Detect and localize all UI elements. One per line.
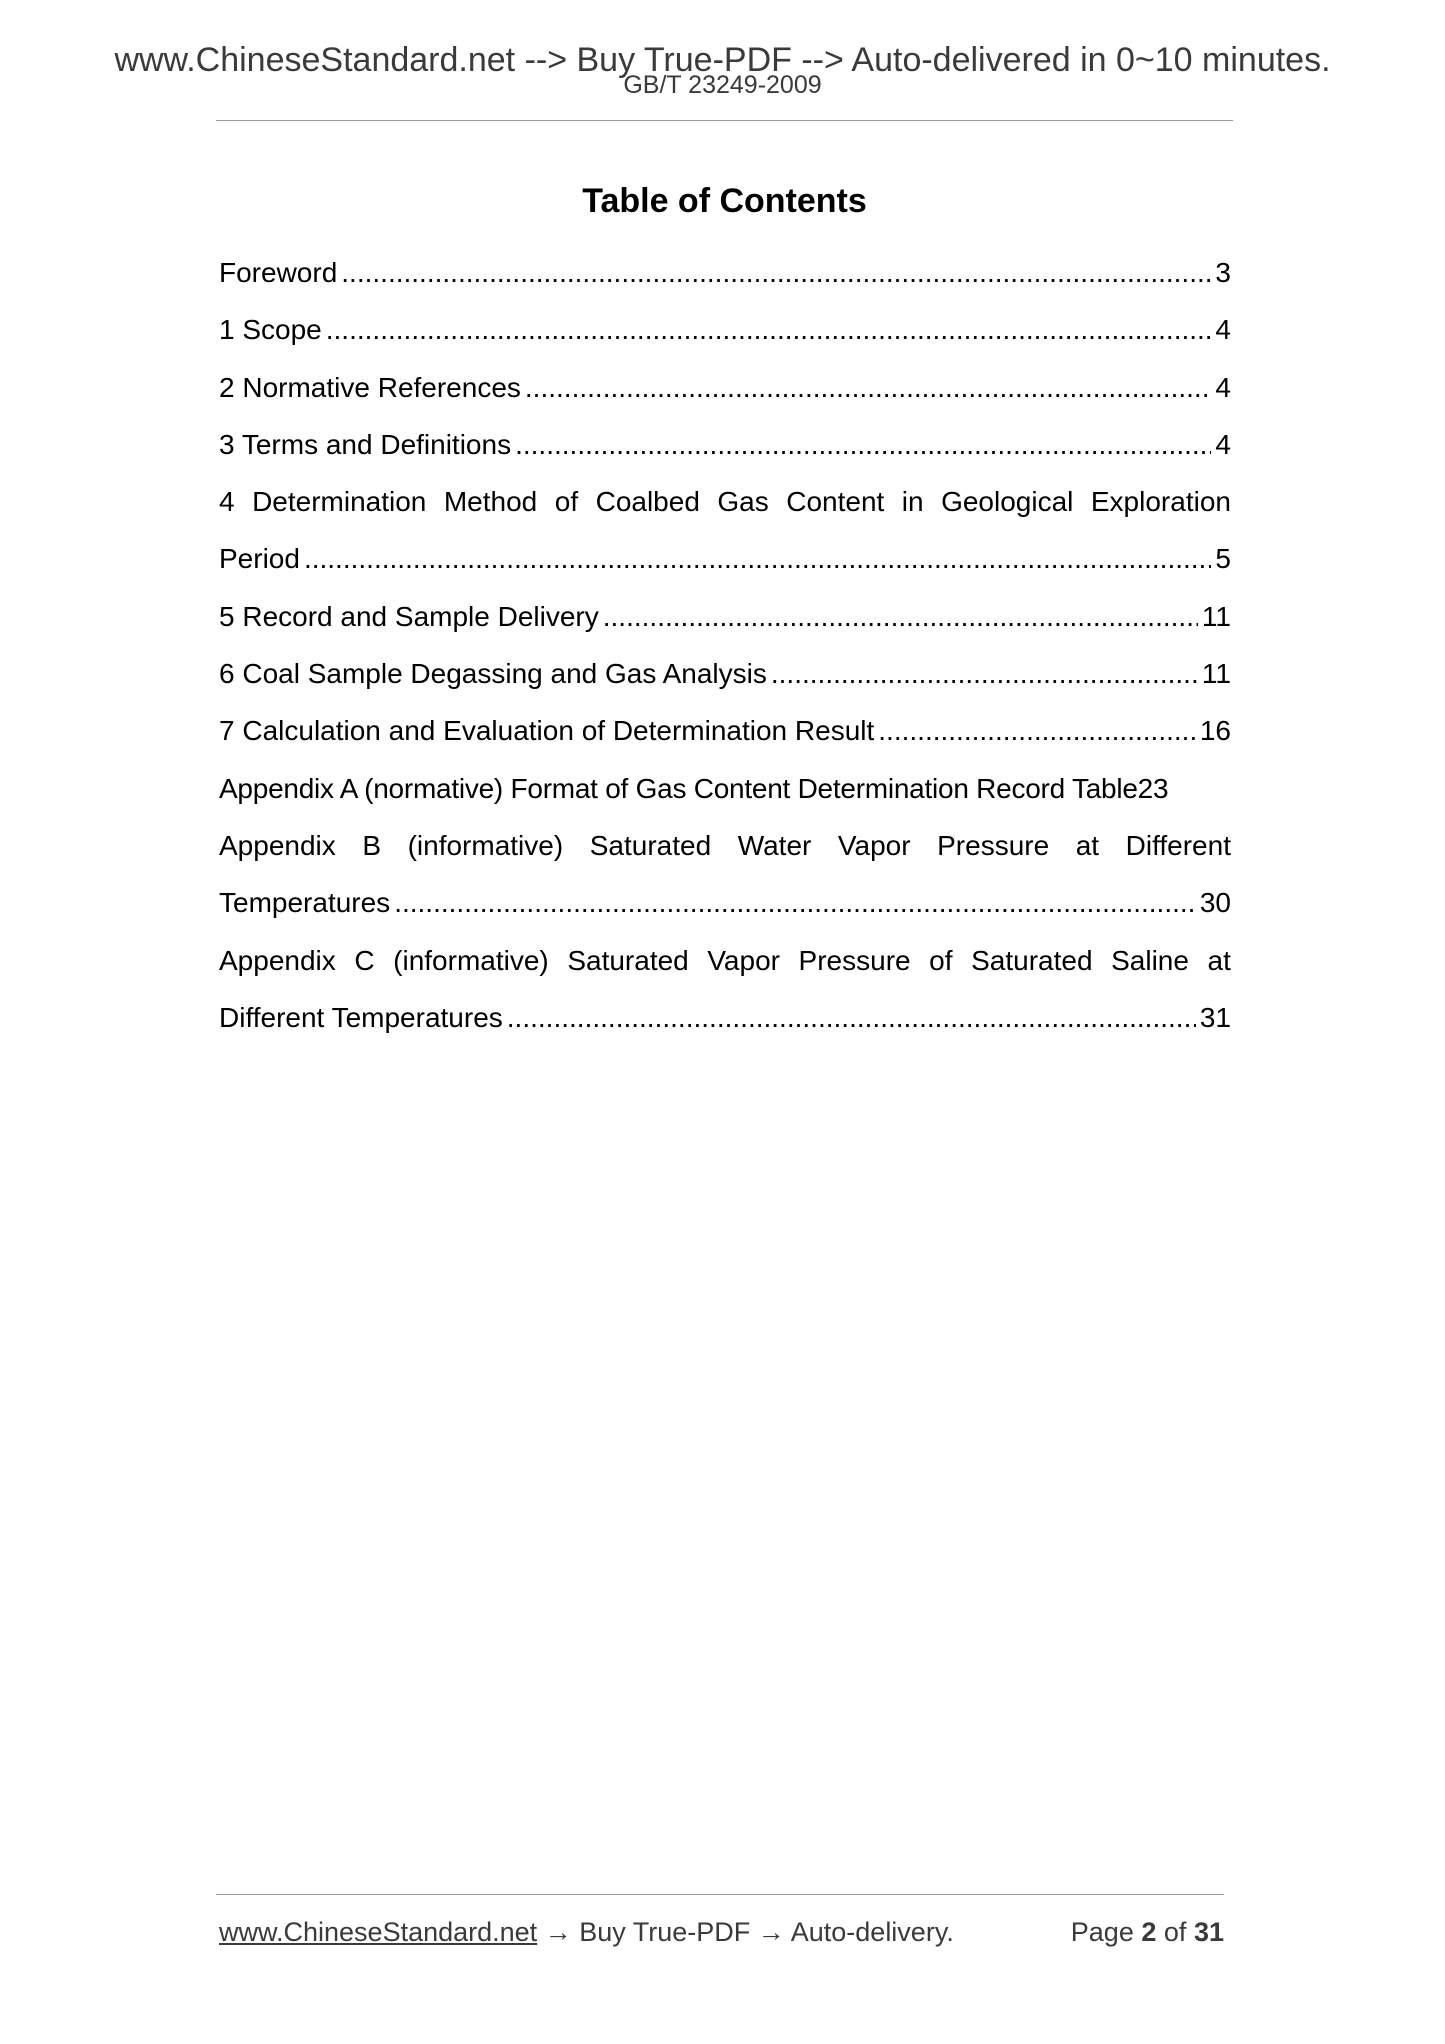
toc-word: Content (786, 486, 885, 518)
toc-word: Vapor (837, 829, 911, 861)
toc-entry-degassing-gas-analysis[interactable] (219, 645, 1231, 702)
toc-entry-label: 2 Normative References (219, 371, 521, 403)
toc-entry-appendix-a[interactable] (219, 760, 1231, 817)
toc-leader-dots (394, 874, 1196, 931)
toc-entry-label-line2 (219, 874, 1231, 931)
toc-entry-terms-definitions[interactable] (219, 416, 1231, 473)
header-divider (216, 120, 1233, 121)
toc-leader-dots (525, 359, 1212, 416)
page-word: Page (1070, 1917, 1134, 1947)
toc-entry-label: Temperatures (219, 887, 391, 919)
toc-word: Saturated (589, 829, 712, 861)
toc-entry-label: Period (219, 543, 300, 575)
toc-word: C (354, 944, 375, 976)
toc-title: Table of Contents (582, 182, 867, 220)
toc-word: B (362, 829, 382, 861)
toc-word: Gas (717, 486, 769, 518)
toc-leader-dots (771, 645, 1198, 702)
toc-entry-appendix-c[interactable] (219, 932, 1231, 1047)
page-indicator (1071, 1912, 1224, 1952)
toc-word: Exploration (1090, 486, 1231, 518)
toc-page-number: 4 (1215, 371, 1231, 403)
toc-word: Determination (252, 486, 427, 518)
toc-entry-label: Different Temperatures (219, 1001, 503, 1033)
toc-word: (informative) (407, 829, 564, 861)
toc-entry-record-sample-delivery[interactable] (219, 588, 1231, 645)
toc-word: Pressure (937, 829, 1050, 861)
toc-page-number: 23 (1137, 772, 1169, 804)
toc-word: Saturated (971, 944, 1093, 976)
toc-page-number: 11 (1201, 658, 1231, 690)
toc-word: 4 (219, 486, 235, 518)
toc-page-number: 30 (1199, 887, 1231, 919)
footer-divider (216, 1894, 1224, 1895)
toc-leader-dots (507, 989, 1196, 1046)
toc-word: (informative) (393, 944, 549, 976)
toc-entry-label-line1 (219, 473, 1231, 530)
toc-word: at (1075, 829, 1100, 861)
toc-page-number: 16 (1199, 715, 1231, 747)
toc-entry-label-text: Appendix A (normative) Format of Gas Content Determination Record Table (219, 772, 1138, 804)
toc-entry-label-line2 (219, 989, 1231, 1046)
toc-page-number: 5 (1215, 543, 1231, 575)
toc-page-number: 3 (1215, 257, 1231, 288)
toc-word: at (1207, 944, 1231, 976)
total-pages-number: 31 (1193, 1917, 1224, 1947)
toc-page-number: 4 (1215, 428, 1231, 460)
toc-word: Geological (941, 486, 1074, 518)
toc-page-number: 31 (1199, 1001, 1231, 1033)
toc-word: Water (737, 829, 812, 861)
table-of-contents (219, 244, 1231, 1046)
toc-word: Different (1125, 829, 1231, 861)
page-footer (219, 1912, 1224, 1952)
toc-word: of (929, 944, 953, 976)
toc-entry-label: 3 Terms and Definitions (219, 428, 512, 460)
toc-word: Method (443, 486, 538, 518)
toc-word: Saturated (567, 944, 689, 976)
toc-word: Saline (1111, 944, 1189, 976)
toc-entry-determination-method[interactable] (219, 473, 1231, 588)
toc-entry-appendix-b[interactable] (219, 817, 1231, 932)
toc-entry-label: Foreword (219, 257, 338, 288)
toc-leader-dots (341, 244, 1211, 301)
toc-word: Pressure (798, 944, 911, 976)
standard-code: GB/T 23249-2009 (623, 71, 822, 99)
toc-word: in (901, 486, 924, 518)
footer-tagline: → Buy True-PDF → Auto-delivery. (537, 1917, 954, 1947)
current-page-number: 2 (1141, 1917, 1157, 1947)
toc-page-number: 11 (1201, 600, 1231, 632)
toc-page-number: 4 (1215, 314, 1231, 346)
toc-leader-dots (326, 301, 1212, 358)
toc-entry-label: 5 Record and Sample Delivery (219, 600, 599, 632)
toc-entry-label: 1 Scope (219, 314, 322, 346)
page-of-word: of (1163, 1917, 1187, 1947)
toc-entry-label: 6 Coal Sample Degassing and Gas Analysis (219, 658, 767, 690)
toc-entry-foreword[interactable] (219, 244, 1231, 301)
toc-leader-dots (603, 588, 1198, 645)
toc-entry-label-line1 (219, 817, 1231, 874)
toc-word: Coalbed (595, 486, 700, 518)
toc-leader-dots (304, 530, 1211, 587)
toc-entry-label: 7 Calculation and Evaluation of Determination Result (219, 715, 875, 747)
toc-entry-label-line1 (219, 932, 1231, 989)
toc-word: of (554, 486, 579, 518)
promo-banner: www.ChineseStandard.net --> Buy True-PDF --> Auto-delivered in 0~10 minutes. (114, 41, 1331, 79)
toc-word: Vapor (707, 944, 780, 976)
toc-entry-label-line2 (219, 530, 1231, 587)
toc-word: Appendix (219, 829, 336, 861)
footer-website-link[interactable]: www.ChineseStandard.net (219, 1917, 538, 1947)
toc-entry-normative-references[interactable] (219, 359, 1231, 416)
toc-entry-label (219, 760, 1168, 817)
toc-leader-dots (515, 416, 1211, 473)
toc-word: Appendix (219, 944, 336, 976)
toc-entry-scope[interactable] (219, 301, 1231, 358)
toc-leader-dots (878, 702, 1196, 759)
toc-entry-calculation-evaluation[interactable] (219, 702, 1231, 759)
